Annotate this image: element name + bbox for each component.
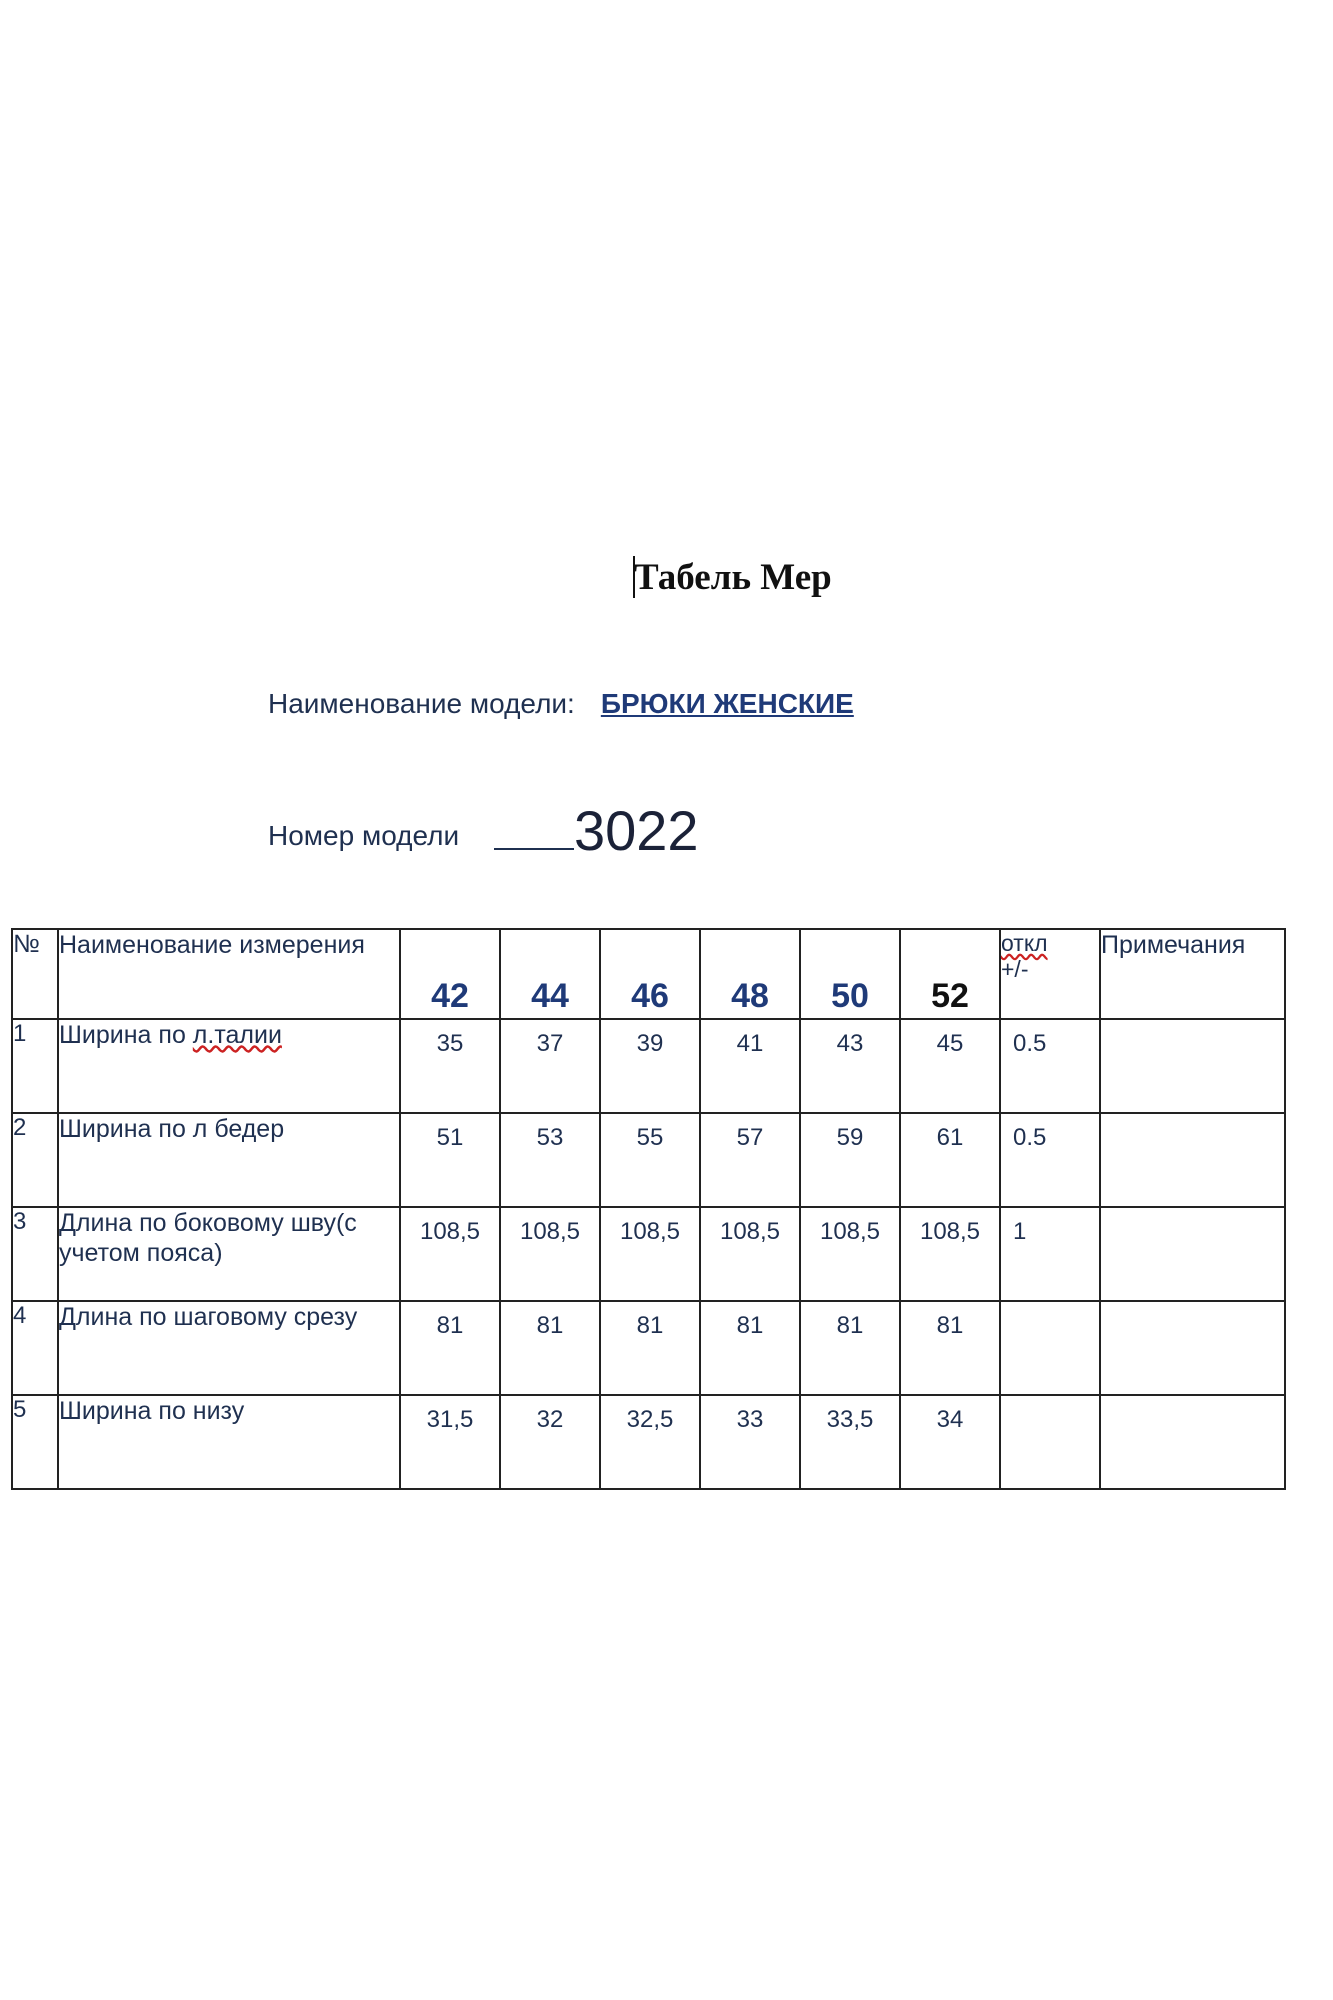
value-cell: 41 [700, 1019, 800, 1113]
size-label: 44 [531, 977, 569, 1015]
model-number-underline [494, 848, 574, 850]
row-number: 4 [12, 1301, 58, 1395]
table-row [12, 1301, 1285, 1395]
row-number: 5 [12, 1395, 58, 1489]
value-cell: 108,5 [500, 1207, 600, 1301]
table-row [12, 1207, 1285, 1301]
model-name-value: БРЮКИ ЖЕНСКИЕ [600, 688, 854, 719]
size-label: 48 [731, 977, 769, 1015]
value-cell: 45 [900, 1019, 1000, 1113]
value-cell: 57 [700, 1113, 800, 1207]
header-number: № [12, 929, 58, 1019]
model-number-value: 3022 [574, 799, 699, 862]
row-measurement-name: Ширина по л бедер [58, 1113, 400, 1207]
value-cell: 37 [500, 1019, 600, 1113]
row-measurement-name [58, 1019, 400, 1113]
value-cell: 81 [700, 1301, 800, 1395]
row-name-spell: л.талии [192, 1021, 282, 1049]
tolerance-cell: 1 [1000, 1207, 1100, 1301]
row-number: 2 [12, 1113, 58, 1207]
header-notes: Примечания [1100, 929, 1285, 1019]
value-cell: 108,5 [900, 1207, 1000, 1301]
measurement-table [11, 928, 1286, 1490]
value-cell: 59 [800, 1113, 900, 1207]
size-label: 42 [431, 977, 469, 1015]
value-cell: 32,5 [600, 1395, 700, 1489]
table-row [12, 1019, 1285, 1113]
table-header-row [12, 929, 1285, 1019]
model-name-row [268, 684, 854, 724]
row-name-prefix: Ширина по [59, 1021, 193, 1049]
value-cell: 81 [800, 1301, 900, 1395]
value-cell: 108,5 [700, 1207, 800, 1301]
value-cell: 39 [600, 1019, 700, 1113]
header-tolerance [1000, 929, 1100, 1019]
header-measurement-name: Наименование измерения [58, 929, 400, 1019]
size-label: 50 [831, 977, 869, 1015]
size-label: 52 [931, 977, 969, 1015]
value-cell: 81 [500, 1301, 600, 1395]
notes-cell [1100, 1301, 1285, 1395]
notes-cell [1100, 1113, 1285, 1207]
tolerance-cell: 0.5 [1000, 1019, 1100, 1113]
tolerance-cell [1000, 1395, 1100, 1489]
size-label: 46 [631, 977, 669, 1015]
value-cell: 81 [600, 1301, 700, 1395]
model-name-label: Наименование модели: [268, 688, 575, 719]
header-size-48 [700, 929, 800, 1019]
tolerance-label: откл [1001, 930, 1048, 956]
value-cell: 34 [900, 1395, 1000, 1489]
notes-cell [1100, 1395, 1285, 1489]
row-measurement-name: Длина по боковому шву(с учетом пояса) [58, 1207, 400, 1301]
value-cell: 108,5 [800, 1207, 900, 1301]
value-cell: 81 [900, 1301, 1000, 1395]
value-cell: 108,5 [600, 1207, 700, 1301]
table-row [12, 1395, 1285, 1489]
notes-cell [1100, 1207, 1285, 1301]
value-cell: 81 [400, 1301, 500, 1395]
document-title: Табель Мер [634, 557, 832, 598]
value-cell: 32 [500, 1395, 600, 1489]
row-measurement-name: Длина по шаговому срезу [58, 1301, 400, 1395]
notes-cell [1100, 1019, 1285, 1113]
value-cell: 53 [500, 1113, 600, 1207]
tolerance-sign: +/- [1001, 956, 1029, 982]
value-cell: 51 [400, 1113, 500, 1207]
row-measurement-name: Ширина по низу [58, 1395, 400, 1489]
tolerance-cell: 0.5 [1000, 1113, 1100, 1207]
value-cell: 55 [600, 1113, 700, 1207]
value-cell: 35 [400, 1019, 500, 1113]
header-size-42 [400, 929, 500, 1019]
value-cell: 31,5 [400, 1395, 500, 1489]
value-cell: 33 [700, 1395, 800, 1489]
model-number-label: Номер модели [268, 820, 460, 851]
header-size-44 [500, 929, 600, 1019]
value-cell: 43 [800, 1019, 900, 1113]
row-number: 1 [12, 1019, 58, 1113]
tolerance-cell [1000, 1301, 1100, 1395]
row-number: 3 [12, 1207, 58, 1301]
table-row [12, 1113, 1285, 1207]
header-size-52 [900, 929, 1000, 1019]
value-cell: 108,5 [400, 1207, 500, 1301]
value-cell: 61 [900, 1113, 1000, 1207]
header-size-50 [800, 929, 900, 1019]
value-cell: 33,5 [800, 1395, 900, 1489]
header-size-46 [600, 929, 700, 1019]
